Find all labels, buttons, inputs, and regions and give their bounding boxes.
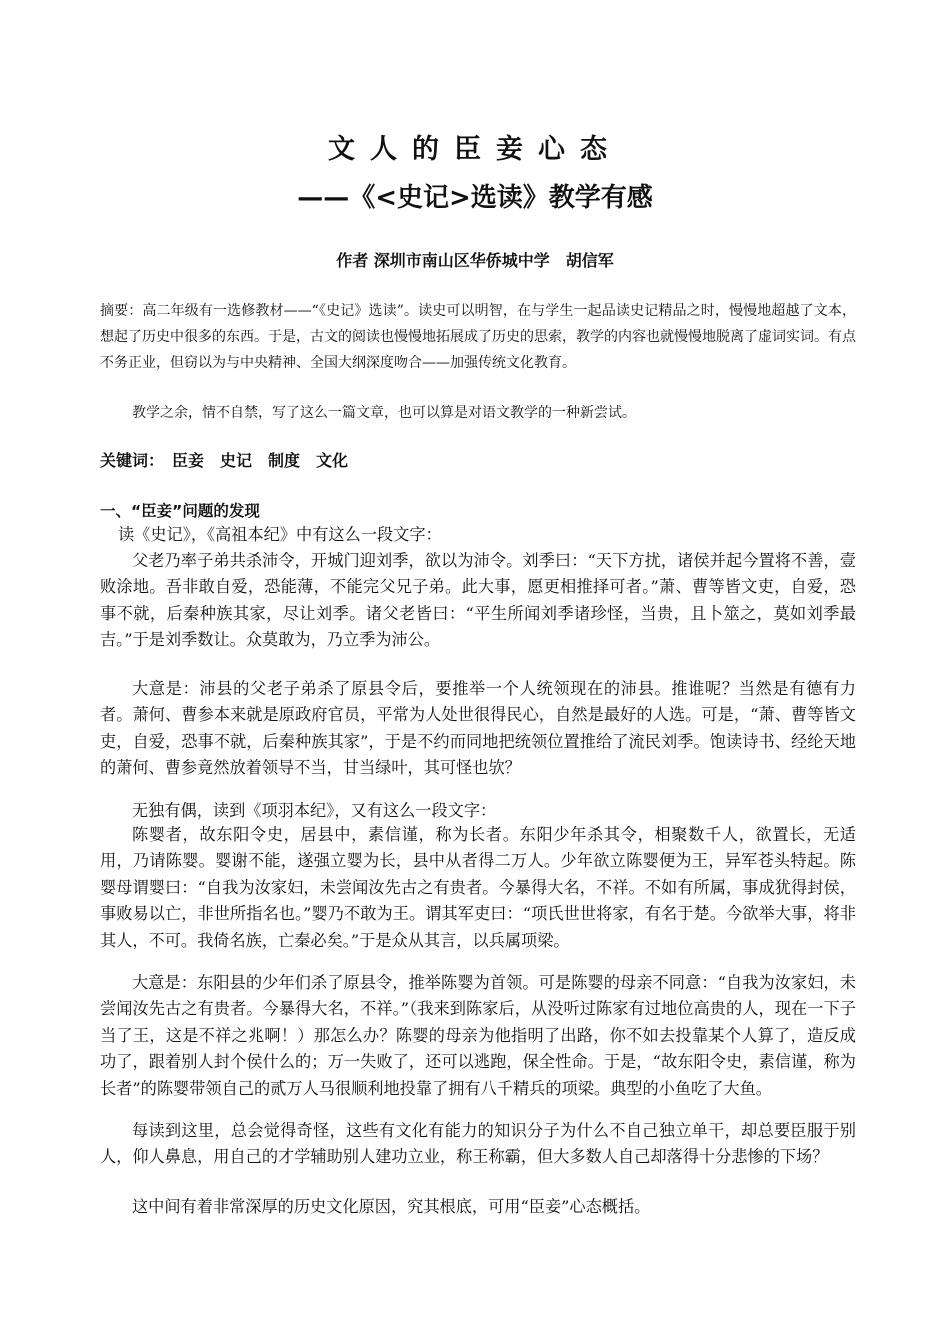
body-paragraph-3: 无独有偶，读到《项羽本纪》，又有这么一段文字： <box>132 801 497 820</box>
body-paragraph-6: 这中间有着非常深厚的历史文化原因，究其根底，可用“臣妾”心态概括。 <box>132 1197 651 1216</box>
quote-xiangyu: 陈婴者，故东阳令史，居县中，素信谨，称为长者。东阳少年杀其令，相聚数千人，欲置长，无适用，乃请陈婴。婴谢不能，遂强立婴为长，县中从者得二万人。少年欲立陈婴便为王，异军苍头特起。陈婴母谓婴曰：“自我为汝家妇，未尝闻汝先古之有贵者。今暴得大名，不祥。不如有所属，事成犹得封侯，事败易以亡，非世所指名也。”婴乃不敢为王。谓其军吏曰：“项氏世世将家，有名于楚。今欲举大事，将非其人，不可。我倚名族，亡秦必矣。”于是众从其言，以兵属项梁。 <box>100 825 856 950</box>
quote-gaozu: 父老乃率子弟共杀沛令，开城门迎刘季，欲以为沛令。刘季曰：“天下方扰，诸侯并起今置将不善，壹败涂地。吾非敢自爱，恐能薄，不能完父兄子弟。此大事，愿更相推择可者。”萧、曹等皆文吏，自爱，恐事不就，后秦种族其家，尽让刘季。诸父老皆曰：“平生所闻刘季诸珍怪，当贵，且卜筮之，莫如刘季最吉。”于是刘季数让。众莫敢为，乃立季为沛公。 <box>100 551 856 650</box>
abstract-paragraph: 摘要：高二年级有一选修教材——“《史记》选读”。读史可以明智，在与学生一起品读史记精品之时，慢慢地超越了文本，想起了历史中很多的东西。于是，古文的阅读也慢慢地拓展成了历史的思索，教学的内容也就慢慢地脱离了虚词实词。有点不务正业，但窃以为与中央精神、全国大纲深度吻合——加强传统文化教育。 <box>100 303 856 371</box>
section-heading: 一、“臣妾”问题的发现 <box>100 502 260 520</box>
body-paragraph-2: 大意是：沛县的父老子弟杀了原县令后，要推举一个人统领现在的沛县。推谁呢？当然是有德有力者。萧何、曹参本来就是原政府官员，平常为人处世很得民心，自然是最好的人选。可是，“萧、曹等皆文吏，自爱，恐事不就，后秦种族其家”，于是不约而同地把统领位置推给了流民刘季。饱读诗书、经纶天地的萧何、曹参竟然放着领导不当，甘当绿叶，其可怪也欤？ <box>100 679 856 778</box>
abstract-note: 教学之余，情不自禁，写了这么一篇文章，也可以算是对语文教学的一种新尝试。 <box>132 405 636 421</box>
body-paragraph-4: 大意是：东阳县的少年们杀了原县令，推举陈婴为首领。可是陈婴的母亲不同意：“自我为汝家妇，未尝闻汝先古之有贵者。今暴得大名，不祥。”（我来到陈家后，从没听过陈家有过地位高贵的人，现在一下子当了王，这是不祥之兆啊！）那怎么办？陈婴的母亲为他指明了出路，你不如去投靠某个人算了，造反成功了，跟着别人封个侯什么的；万一失败了，还可以逃跑，保全性命。于是，“故东阳令史，素信谨，称为长者”的陈婴带领自己的贰万人马很顺利地投靠了拥有八千精兵的项梁。典型的小鱼吃了大鱼。 <box>100 973 856 1098</box>
keywords-line: 关键词： 臣妾 史记 制度 文化 <box>100 451 349 470</box>
document-subtitle: ——《<史记>选读》教学有感 <box>297 183 653 213</box>
body-paragraph-1: 读《史记》，《高祖本纪》中有这么一段文字： <box>118 525 442 544</box>
body-paragraph-5: 每读到这里，总会觉得奇怪，这些有文化有能力的知识分子为什么不自己独立单干，却总要臣服于别人，仰人鼻息，用自己的才学辅助别人建功立业，称王称霸，但大多数人自己却落得十分悲惨的下场？ <box>100 1121 856 1167</box>
author-line: 作者 深圳市南山区华侨城中学 胡信军 <box>336 251 614 270</box>
document-title: 文人的臣妾心态 <box>328 134 622 165</box>
